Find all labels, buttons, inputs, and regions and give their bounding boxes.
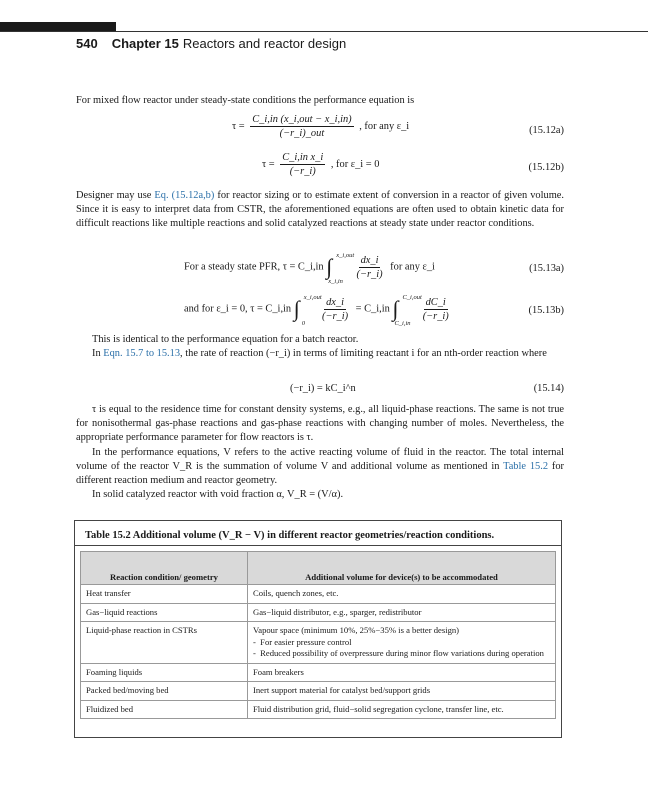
- paragraph-void: In solid catalyzed reactor with void fraction α, V_R = (V/α).: [92, 489, 344, 500]
- paragraph-intro: For mixed flow reactor under steady-state conditions the performance equation is: [76, 95, 415, 106]
- bullet-item: - For easier pressure control: [253, 636, 352, 647]
- paragraph-rate: In Eqn. 15.7 to 15.13, the rate of reaction (−r_i) in terms of limiting reactant i for an nth-order reaction where: [92, 348, 547, 359]
- eq-numerator: C_i,in (x_i,out − x_i,in): [252, 114, 352, 125]
- table-row: Foaming liquids Foam breakers: [81, 663, 556, 682]
- additional-volume-table: [80, 551, 556, 719]
- col-header-volume: Additional volume for device(s) to be accommodated: [248, 552, 556, 585]
- equation-15-12b: [262, 152, 379, 177]
- page-number: 540: [76, 36, 98, 51]
- eq-label-15-13a: (15.13a): [529, 263, 564, 274]
- eq-numerator: C_i,in x_i: [282, 152, 324, 163]
- eq-label-15-13b: (15.13b): [528, 305, 564, 316]
- eq-condition: for any ε_i: [390, 261, 435, 273]
- chapter-label: Chapter 15: [111, 36, 179, 51]
- equation-15-12a: [232, 114, 409, 139]
- header-rule: [0, 31, 648, 32]
- header-bar: [0, 22, 116, 31]
- col-header-condition: Reaction condition/ geometry: [81, 552, 248, 585]
- bullet-item: - Reduced possibility of overpressure during minor flow variations during operation: [253, 648, 544, 658]
- running-header: [76, 36, 346, 51]
- table-row: Fluidized bed Fluid distribution grid, fluid−solid segregation cyclone, transfer line, etc.: [81, 700, 556, 719]
- eq-lhs: τ =: [232, 120, 245, 132]
- eq-condition: , for ε_i = 0: [330, 158, 380, 170]
- table-row: Gas−liquid reactions Gas−liquid distributor, e.g., sparger, redistributor: [81, 603, 556, 622]
- eq-denominator: (−r_i): [289, 166, 316, 177]
- equation-15-13b: and for ε_i = 0, τ = C_i,in ∫ x_i,out 0 $\frac{dx\_i}{(-r\_i)}$ = C_i,in ∫ C_i,out C_i,in $\frac{dC\_i}{(-r\_i)}$: [184, 294, 449, 327]
- table-row: Liquid-phase reaction in CSTRs Vapour space (minimum 10%, 25%−35% is a better design) - For easier pressure control - Reduced possibility of overpressure during minor flow variations during operation: [81, 622, 556, 664]
- caption-rule: [75, 545, 561, 546]
- eq-condition: , for any ε_i: [359, 120, 410, 132]
- table-link[interactable]: Table 15.2: [503, 461, 549, 472]
- table-caption: Table 15.2 Additional volume (V_R − V) in different reactor geometries/reaction conditions.: [85, 530, 495, 541]
- eq-text: For a steady state PFR, τ = C_i,in: [184, 261, 324, 273]
- paragraph-residence: τ is equal to the residence time for constant density systems, e.g., all liquid-phase reactions. The same is not true for nonisothermal gas-phase reactions and gas-phase reactions with changing number of moles. Nevertheless, the appropriate performance parameter for flow reactors is τ.: [76, 404, 564, 443]
- eq-link[interactable]: Eq. (15.12a,b): [154, 190, 215, 201]
- table-row: Packed bed/moving bed Inert support material for catalyst bed/support grids: [81, 682, 556, 701]
- table-15-2: [74, 520, 562, 738]
- eq-label-15-12b: (15.12b): [528, 162, 564, 173]
- table-row: Heat transfer Coils, quench zones, etc.: [81, 585, 556, 604]
- eqn-link[interactable]: Eqn. 15.7 to 15.13: [103, 348, 181, 359]
- equation-15-13a: For a steady state PFR, τ = C_i,in ∫ x_i,out x_i,in $\frac{dx\_i}{(-r\_i)}$ for any ε_i: [184, 252, 435, 285]
- eq-text: and for ε_i = 0, τ = C_i,in: [184, 303, 292, 315]
- eq-label-15-14: (15.14): [533, 383, 564, 394]
- eq-label-15-12a: (15.12a): [529, 125, 564, 136]
- paragraph-volume: In the performance equations, V refers to the active reacting volume of fluid in the reactor. The total internal volume of the reactor V_R is the summation of volume V and additional volume as mentioned in Table 15.2 for different reaction medium and reactor geometry.: [76, 447, 565, 486]
- paragraph-designer: Designer may use Eq. (15.12a,b) for reactor sizing or to estimate extent of conversion in a reactor of given volume. Since it is easy to interpret data from CSTR, the aforementioned equations are often used to obtain kinetic data for difficult reactions like multiple reactions and solid catalyzed reactions at steady state under reactor conditions.: [76, 190, 564, 229]
- eq-lhs: τ =: [262, 158, 275, 170]
- chapter-title: Reactors and reactor design: [182, 36, 347, 51]
- eq-denominator: (−r_i)_out: [279, 128, 325, 139]
- equation-15-14: (−r_i) = kC_i^n: [290, 383, 356, 394]
- paragraph-batch: This is identical to the performance equation for a batch reactor.: [92, 334, 359, 345]
